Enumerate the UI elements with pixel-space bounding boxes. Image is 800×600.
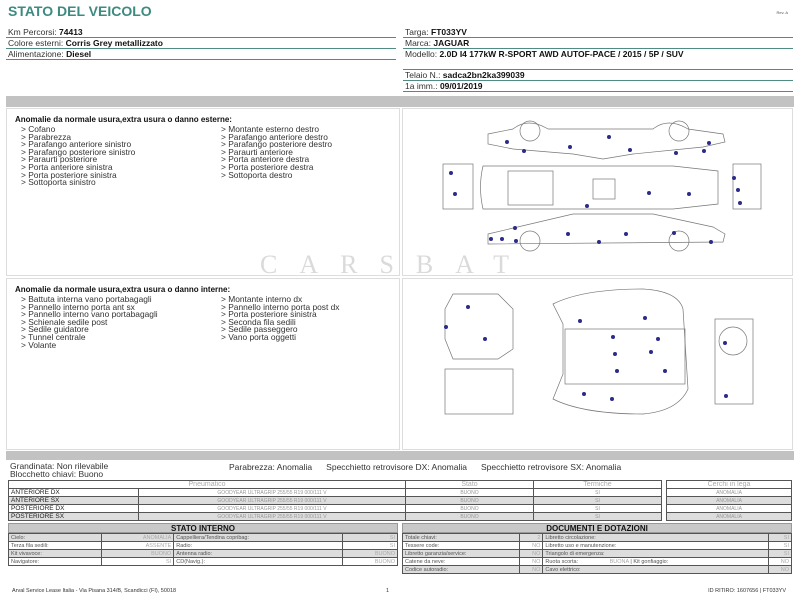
documenti-title: DOCUMENTI E DOTAZIONI <box>402 523 792 533</box>
tyre-status: BUONO <box>406 497 534 505</box>
tyre-position: ANTERIORE SX <box>9 497 139 505</box>
interior-diagram <box>402 278 793 450</box>
tyre-position: ANTERIORE DX <box>9 489 139 497</box>
grid-row <box>403 534 792 542</box>
anomaly-item: > Pannello interno porta ant sx <box>21 301 135 312</box>
label: Km Percorsi: <box>8 27 60 37</box>
tyre-row <box>9 489 662 497</box>
tyre-model: GOODYEAR ULTRAGRIP 255/55 R19 000/111 V <box>139 489 406 497</box>
header-stato: Stato <box>406 481 534 489</box>
grid-label: Navigatore: <box>9 558 102 566</box>
label: Alimentazione: <box>8 49 67 59</box>
grid-label: Tessere code: <box>403 542 520 550</box>
catene-row <box>403 558 792 566</box>
anomaly-item: > Vano porta oggetti <box>221 331 297 342</box>
tyres-table <box>8 480 662 521</box>
anomaly-item: > Paraurti posteriore <box>21 154 98 165</box>
grid-label: Catene da neve: <box>403 558 520 566</box>
tyre-status: BUONO <box>406 489 534 497</box>
anomaly-item: > Parabrezza <box>21 131 72 142</box>
anomaly-item: > Porta posteriore sinistra <box>221 309 317 320</box>
grid-value: ANOMALIA <box>101 534 174 542</box>
cerchi-status: ANOMALIA <box>667 513 792 521</box>
grid-label: Libretto circolazione: <box>543 534 768 542</box>
page-number: 1 <box>386 588 390 594</box>
anomaly-item: > Montante interno dx <box>221 294 303 304</box>
grid-value: SI <box>343 534 398 542</box>
grandinata: Grandinata: Non rilevabile <box>10 461 109 471</box>
interior-title: Anomalie da normale usura,extra usura o danno interne: <box>15 285 231 294</box>
grid-row <box>403 550 792 558</box>
anomaly-item: > Pannello interno porta post dx <box>221 301 340 312</box>
anomaly-item: > Montante esterno destro <box>221 124 320 134</box>
telaio-row <box>403 70 793 81</box>
modello-row <box>403 49 793 70</box>
anomaly-item: > Porta anteriore destra <box>221 154 310 165</box>
specchietto-dx-status: Specchietto retrovisore DX: Anomalia <box>326 462 467 472</box>
tyre-row <box>9 497 662 505</box>
cerchi-table <box>666 480 792 521</box>
anomaly-item: > Parafango anteriore destro <box>221 131 328 142</box>
grid-value: ASSENTE <box>101 542 174 550</box>
interior-col2 <box>221 296 421 349</box>
exterior-col1 <box>21 126 221 187</box>
grid-value: NO <box>520 558 543 566</box>
stato-interno-section <box>8 523 398 566</box>
grid-value: SI <box>101 558 174 566</box>
grid-value: BUONO <box>343 550 398 558</box>
page-title: STATO DEL VEICOLO <box>8 3 152 19</box>
grid-label: Cavo elettrico: <box>543 566 768 574</box>
grid-row <box>403 566 792 574</box>
value: 74413 <box>59 27 83 37</box>
cerchi-status: ANOMALIA <box>667 489 792 497</box>
tyre-winter: SI <box>534 497 662 505</box>
header-cerchi: Cerchi in lega <box>667 481 792 489</box>
grid-value: BUONO <box>343 558 398 566</box>
blocchetto-chiavi: Blocchetto chiavi: Buono <box>10 469 104 479</box>
anomaly-item: > Battuta interna vano portabagagli <box>21 294 152 304</box>
imm-row <box>403 81 793 92</box>
exterior-title: Anomalie da normale usura,extra usura o danno esterne: <box>15 115 232 124</box>
watermark-logo: CARSBAT <box>260 250 532 279</box>
label: 1a imm.: <box>405 81 440 91</box>
grid-label: Radio: <box>174 542 343 550</box>
grid-row <box>9 542 398 550</box>
value: Corris Grey metallizzato <box>65 38 163 48</box>
value: FT033YV <box>431 27 467 37</box>
grid-value: NO <box>768 566 791 574</box>
value: 2.0D I4 177kW R-SPORT AWD AUTOF-PACE / 2015 / 5P / SUV <box>439 49 684 59</box>
grid-label: Cielo: <box>9 534 102 542</box>
targa-row <box>403 27 793 38</box>
tyre-model: GOODYEAR ULTRAGRIP 255/55 R19 000/111 V <box>139 505 406 513</box>
anomaly-item: > Parafango posteriore sinistro <box>21 146 136 157</box>
cerchi-status: ANOMALIA <box>667 497 792 505</box>
interior-col1 <box>21 296 221 349</box>
grid-value: SI <box>768 534 791 542</box>
tyre-winter: SI <box>534 505 662 513</box>
footer-id: ID RITIRO: 1607656 | FT033YV <box>708 588 786 594</box>
kit-label: Kit gonfiaggio: <box>633 558 669 565</box>
tyre-row <box>9 513 662 521</box>
interior-anomalies <box>6 278 400 450</box>
exterior-col2 <box>221 126 421 187</box>
anomaly-item: > Paraurti anteriore <box>221 146 293 157</box>
value: Diesel <box>66 49 92 59</box>
anomaly-item: > Seconda fila sedili <box>221 316 296 327</box>
label: Targa: <box>405 27 431 37</box>
colore-row <box>6 38 396 49</box>
grid-label: Cappelliera/Tendina copribag: <box>174 534 343 542</box>
grid-row <box>403 542 792 550</box>
revision: Rev. A <box>776 10 788 15</box>
vehicle-info-left <box>6 27 396 60</box>
anomaly-item: > Sottoporta destro <box>221 169 293 180</box>
label: Telaio N.: <box>405 70 443 80</box>
cerchi-status: ANOMALIA <box>667 505 792 513</box>
anomaly-item: > Cofano <box>21 124 56 134</box>
car-interior-diagram <box>403 279 794 451</box>
anomaly-item: > Volante <box>21 339 57 350</box>
stato-interno-title: STATO INTERNO <box>8 523 398 533</box>
tyre-model: GOODYEAR ULTRAGRIP 255/55 R19 000/111 V <box>139 513 406 521</box>
grid-label: Libretto uso e manutenzione: <box>543 542 768 550</box>
grid-label: Terza fila sedili: <box>9 542 102 550</box>
grid-value: SI <box>768 542 791 550</box>
specchietto-sx-status: Specchietto retrovisore SX: Anomalia <box>480 462 622 472</box>
grid-value: SI <box>343 542 398 550</box>
value: 09/01/2019 <box>439 81 483 91</box>
km-row <box>6 27 396 38</box>
grid-value: NO <box>520 566 543 574</box>
label: Marca: <box>405 38 434 48</box>
grid-value: 2 <box>520 534 543 542</box>
anomaly-item: > Porta posteriore destra <box>221 161 314 172</box>
grid-row <box>9 558 398 566</box>
grid-value: NO <box>520 550 543 558</box>
grid-label: Antenna radio: <box>174 550 343 558</box>
grid-value: NO <box>520 542 543 550</box>
anomaly-item: > Sedile passeggero <box>221 324 298 335</box>
separator-bar <box>6 96 794 107</box>
grid-value: NO <box>768 558 791 566</box>
grid-label: Totale chiavi: <box>403 534 520 542</box>
grandinata-block <box>10 462 108 478</box>
grid-row <box>9 534 398 542</box>
grid-label: Codice autoradio: <box>403 566 520 574</box>
grid-label: CD(Navig.): <box>174 558 343 566</box>
label: Modello: <box>405 49 440 59</box>
parabrezza-status: Parabrezza: Anomalia <box>229 462 313 472</box>
grid-row <box>9 550 398 558</box>
anomaly-item: > Parafango posteriore destro <box>221 139 333 150</box>
ruota-kit-cell: Ruota scorta: BUONA | Kit gonfiaggio: <box>543 558 768 566</box>
grid-label: Libretto garanzia/service: <box>403 550 520 558</box>
anomaly-item: > Porta posteriore sinistra <box>21 169 117 180</box>
grid-value: BUONO <box>101 550 174 558</box>
vehicle-info-right <box>403 27 793 92</box>
tyre-status: BUONO <box>406 513 534 521</box>
value: JAGUAR <box>433 38 470 48</box>
tyre-status: BUONO <box>406 505 534 513</box>
alimentazione-row <box>6 49 396 60</box>
value: sadca2bn2ka399039 <box>442 70 525 80</box>
marca-row <box>403 38 793 49</box>
tyre-winter: SI <box>534 513 662 521</box>
anomaly-item: > Schienale sedile post <box>21 316 108 327</box>
grid-value: SI <box>768 550 791 558</box>
separator-bar-2 <box>6 451 794 460</box>
tyre-winter: SI <box>534 489 662 497</box>
tyre-position: POSTERIORE DX <box>9 505 139 513</box>
anomaly-item: > Parafango anteriore sinistro <box>21 139 132 150</box>
tyre-row <box>9 505 662 513</box>
header-pneumatico: Pneumatico <box>9 481 406 489</box>
anomaly-item: > Tunnel centrale <box>21 331 86 342</box>
label: Colore esterni: <box>8 38 66 48</box>
documenti-section <box>402 523 792 574</box>
status-line <box>229 462 621 472</box>
header-termiche: Termiche <box>534 481 662 489</box>
anomaly-item: > Sottoporta sinistro <box>21 177 96 188</box>
footer-address: Arval Service Lease Italia - Via Pisana 314/B, Scandicci (FI), 50018 <box>12 588 177 594</box>
anomaly-item: > Sedile guidatore <box>21 324 89 335</box>
grid-label: Kit vivavoce: <box>9 550 102 558</box>
stato-interno-table <box>8 533 398 566</box>
grid-label: Triangolo di emergenza: <box>543 550 768 558</box>
tyre-position: POSTERIORE SX <box>9 513 139 521</box>
anomaly-item: > Porta anteriore sinistra <box>21 161 113 172</box>
anomaly-item: > Pannello interno vano portabagagli <box>21 309 158 320</box>
ruota-label: Ruota scorta: <box>545 558 579 565</box>
tyre-model: GOODYEAR ULTRAGRIP 255/55 R19 000/111 V <box>139 497 406 505</box>
documenti-table <box>402 533 792 574</box>
ruota-value: BUONA <box>609 558 629 565</box>
